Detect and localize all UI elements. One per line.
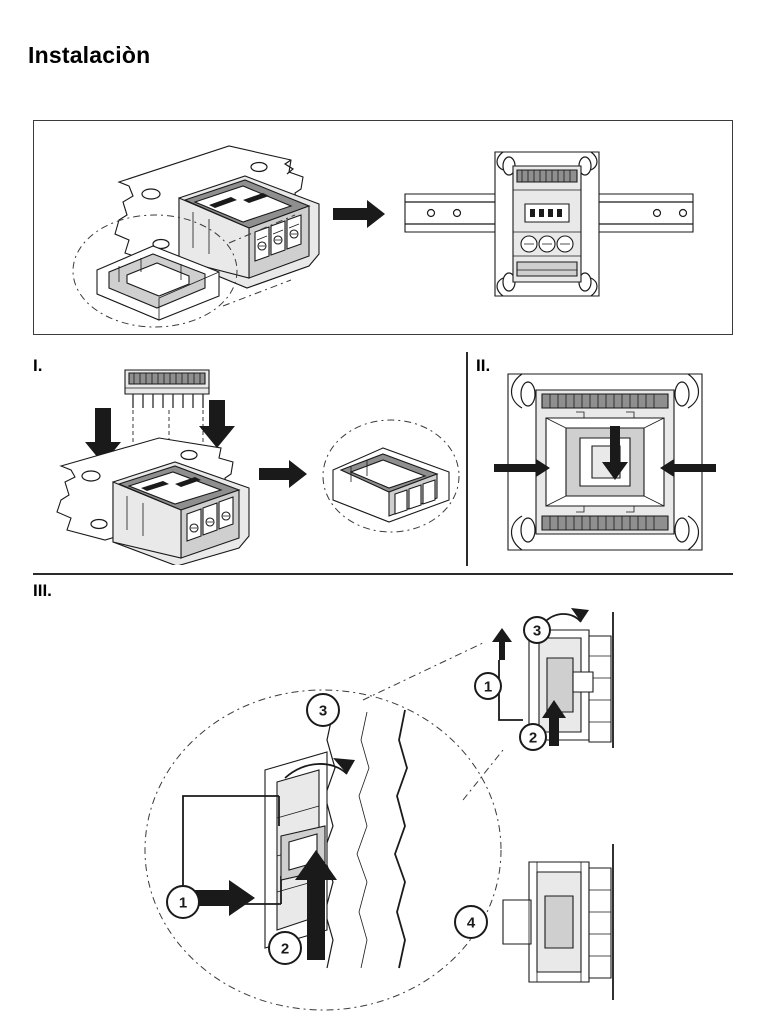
step-label-i: I.	[33, 356, 43, 375]
step-label-iii: III.	[33, 581, 52, 600]
detail-zoom-circle-step-three	[145, 690, 501, 1010]
arrow-right-panel1	[333, 200, 385, 228]
callout-3-small-text: 3	[532, 622, 542, 640]
callout-3-large-text: 3	[318, 702, 328, 720]
step-two-drawing	[480, 360, 730, 565]
callout-4	[455, 906, 487, 938]
step-three-drawing	[33, 600, 733, 1015]
callout-2-small	[520, 724, 546, 750]
callout-1-small	[475, 673, 501, 699]
callout-4-text: 4	[466, 914, 476, 932]
step-label-ii: II.	[476, 356, 491, 375]
page-title: Instalaciòn	[28, 42, 151, 68]
din-rail-mounting-drawing	[33, 120, 733, 335]
callout-2-large	[269, 932, 301, 964]
din-rail-assembly	[405, 152, 693, 296]
module-removed-side-view	[503, 844, 613, 1000]
callout-3-small	[524, 617, 550, 643]
step-one-drawing	[33, 360, 463, 565]
module-perspective-step-one	[57, 438, 249, 565]
arrow-right-step-one	[259, 460, 307, 488]
callout-1-large	[167, 886, 199, 918]
detail-zoom-circle-step-one	[323, 420, 459, 532]
panel-horizontal-divider	[33, 573, 733, 575]
callout-2-small-text: 2	[528, 729, 538, 747]
module-in-rail-small	[492, 608, 613, 748]
callout-1-large-text: 1	[178, 894, 188, 912]
terminal-comb	[125, 370, 209, 408]
panel-vertical-divider	[466, 352, 468, 566]
callout-1-small-text: 1	[483, 678, 493, 696]
callout-2-large-text: 2	[280, 940, 290, 958]
callout-3-large	[307, 694, 339, 726]
